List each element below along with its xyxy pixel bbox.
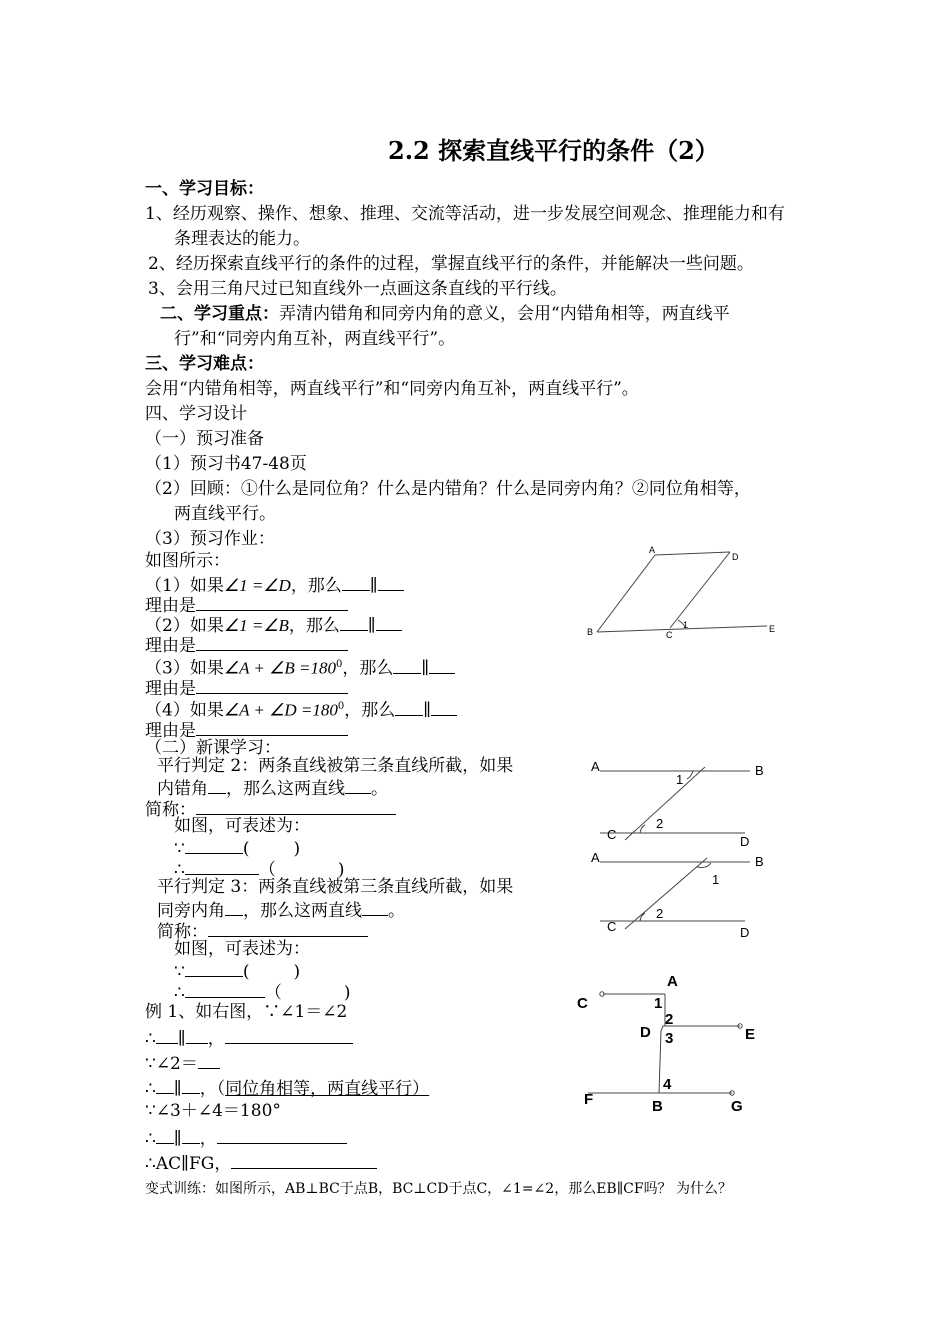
goal-1-line-b: 条理表达的能力。 [174,229,310,249]
example-line-1: 例 1、如右图，∵∠1＝∠2 [145,1002,348,1022]
figure-1 [575,540,795,650]
blank[interactable] [182,1125,200,1144]
fig4-label-a: A [667,973,678,990]
blank[interactable] [196,632,348,651]
blank[interactable] [217,1125,347,1144]
fig2-label-1: 1 [676,772,684,787]
fig1-line-ab [597,555,655,632]
fig3-label-2: 2 [656,906,664,921]
example-reason: 同位角相等，两直线平行） [225,1079,430,1099]
blank[interactable] [395,697,423,716]
blank[interactable] [225,1025,353,1044]
hw-q1: （1）如果∠1 =∠D，那么 ∥ [145,572,404,597]
blank[interactable] [362,897,388,916]
fig2-angle-1-arc [687,771,693,779]
fig4-label-c: C [577,995,588,1012]
hw-q2-expr: ∠1 =∠B [223,616,289,635]
fig1-line-ad [655,552,730,555]
j2-short: 简称： [145,796,396,821]
hw-q4: （4）如果∠A + ∠D $=180^0$，那么 ∥ [145,696,457,722]
focus-text-a: 弄清内错角和同旁内角的意义，会用“内错角相等，两直线平 [279,304,730,324]
example-line-7: ∴AC∥FG， [145,1150,377,1175]
difficulty-text: 会用“内错角相等，两直线平行”和“同旁内角互补，两直线平行”。 [145,379,639,399]
blank[interactable] [431,697,457,716]
fig4-label-2: 2 [665,1011,674,1028]
fig4-label-e: E [745,1026,756,1043]
hw-q4-reason: 理由是 [145,717,348,742]
fig4-label-d: D [640,1024,651,1041]
blank[interactable] [340,612,368,631]
j2-therefore: ∴ （ ) [174,856,344,881]
fig4-label-f: F [584,1091,594,1108]
goal-1-line-a: 1、经历观察、操作、想象、推理、交流等活动，进一步发展空间观念、推理能力和有 [145,204,785,224]
fig3-label-b: B [755,854,764,869]
fig3-label-c: C [607,919,617,934]
focus-line-b: 行”和“同旁内角互补，两直线平行”。 [174,329,456,349]
fig4-label-g: G [731,1098,743,1115]
blank[interactable] [196,675,348,694]
fig2-label-c: C [607,827,617,842]
j3-as-fig: 如图，可表述为： [174,939,310,959]
blank[interactable] [208,918,368,937]
fig3-label-a: A [591,850,600,865]
prep-item-2a: （2）回顾：①什么是同位角？什么是内错角？什么是同旁内角？②同位角相等， [145,479,751,499]
blank[interactable] [196,592,348,611]
fig1-label-1: 1 [683,620,689,630]
goals-heading: 一、学习目标： [145,179,264,199]
blank[interactable] [342,572,370,591]
hw-q2-reason: 理由是 [145,632,348,657]
blank[interactable] [345,775,371,794]
fig1-label-d: D [732,552,739,562]
hw-q1-reason: 理由是 [145,592,348,617]
blank[interactable] [393,655,421,674]
fig1-label-e: E [769,624,776,634]
prep-item-3: （3）预习作业： [145,529,275,549]
fig4-label-3: 3 [665,1030,674,1047]
variant-exercise: 变式训练：如图所示，AB⊥BC于点B，BC⊥CD于点C，∠1=∠2，那么EB∥CF吗？ 为什么？ [145,1181,733,1197]
fig1-label-c: C [666,630,673,640]
hw-intro: 如图所示： [145,551,230,571]
hw-q2: （2）如果∠1 =∠B，那么 ∥ [145,612,402,637]
fig2-label-a: A [591,759,600,774]
blank[interactable] [196,717,348,736]
j3-therefore: ∴ （ ) [174,979,350,1004]
blank[interactable] [182,1075,200,1094]
blank[interactable] [429,655,455,674]
hw-q3-expr: ∠A + ∠B =180 [223,658,336,678]
example-line-3: ∵∠2＝ [145,1050,220,1075]
blank[interactable] [196,796,396,815]
hw-q3-reason: 理由是 [145,675,348,700]
fig4-label-4: 4 [663,1076,672,1093]
blank[interactable] [185,958,243,977]
blank[interactable] [185,835,243,854]
design-heading: 四、学习设计 [145,404,247,424]
j3-short: 简称： [157,918,368,943]
blank[interactable] [198,1050,220,1069]
difficulty-heading: 三、学习难点： [145,354,264,374]
example-line-2: ∴ ∥ ， [145,1025,353,1050]
fig3-transversal [625,858,707,929]
blank[interactable] [208,775,226,794]
example-line-5: ∵∠3＋∠4＝180° [145,1101,281,1121]
newlesson-heading: （二）新课学习： [145,738,281,758]
fig3-label-1: 1 [712,872,720,887]
figure-2 [585,755,785,855]
goal-2: 2、经历探索直线平行的条件的过程，掌握直线平行的条件，并能解决一些问题。 [148,254,754,274]
figure-3 [585,845,785,945]
focus-line-a [160,303,730,325]
goal-3: 3、会用三角尺过已知直线外一点画这条直线的平行线。 [148,279,567,299]
blank[interactable] [156,1025,178,1044]
hw-q1-expr: ∠1 =∠D [223,576,291,595]
judgement-2-line-a: 平行判定 2：两条直线被第三条直线所截，如果 [157,756,514,776]
prep-heading: （一）预习准备 [145,429,264,449]
fig2-label-b: B [755,763,764,778]
hw-q4-expr: ∠A + ∠D =180 [223,700,338,720]
blank[interactable] [231,1150,377,1169]
fig1-label-b: B [587,627,594,637]
fig2-label-d: D [740,834,750,849]
example-line-6: ∴ ∥ ， [145,1125,347,1150]
blank[interactable] [378,572,404,591]
j2-as-fig: 如图，可表述为： [174,816,310,836]
j2-because: ∵ ( ) [174,835,300,860]
fig1-line-be [597,626,767,632]
fig2-transversal [625,767,705,840]
fig2-label-2: 2 [656,816,664,831]
blank[interactable] [376,612,402,631]
page-title: 2.2 探索直线平行的条件（2） [388,136,719,165]
blank[interactable] [185,979,265,998]
figure-4 [570,965,780,1125]
blank[interactable] [185,856,259,875]
judgement-3-line-b: 同旁内角 ，那么这两直线 。 [157,897,405,922]
fig1-line-dc [670,552,730,628]
blank[interactable] [156,1125,174,1144]
j3-because: ∵ ( ) [174,958,300,983]
prep-item-2b: 两直线平行。 [174,504,276,524]
judgement-3-line-a: 平行判定 3：两条直线被第三条直线所截，如果 [157,877,514,897]
judgement-2-line-b: 内错角 ，那么这两直线 。 [157,775,388,800]
blank[interactable] [156,1075,174,1094]
fig4-label-1: 1 [654,995,663,1012]
focus-heading: 二、学习重点： [160,304,279,324]
fig3-label-d: D [740,925,750,940]
prep-item-1: （1）预习书47-48页 [145,454,307,474]
blank[interactable] [225,897,243,916]
fig1-label-a: A [649,545,656,555]
blank[interactable] [186,1025,208,1044]
fig4-label-b: B [652,1098,663,1115]
hw-q3: （3）如果∠A + ∠B $=180^0$，那么 ∥ [145,654,455,680]
example-line-4: ∴ ∥ ，（同位角相等，两直线平行） [145,1075,429,1100]
